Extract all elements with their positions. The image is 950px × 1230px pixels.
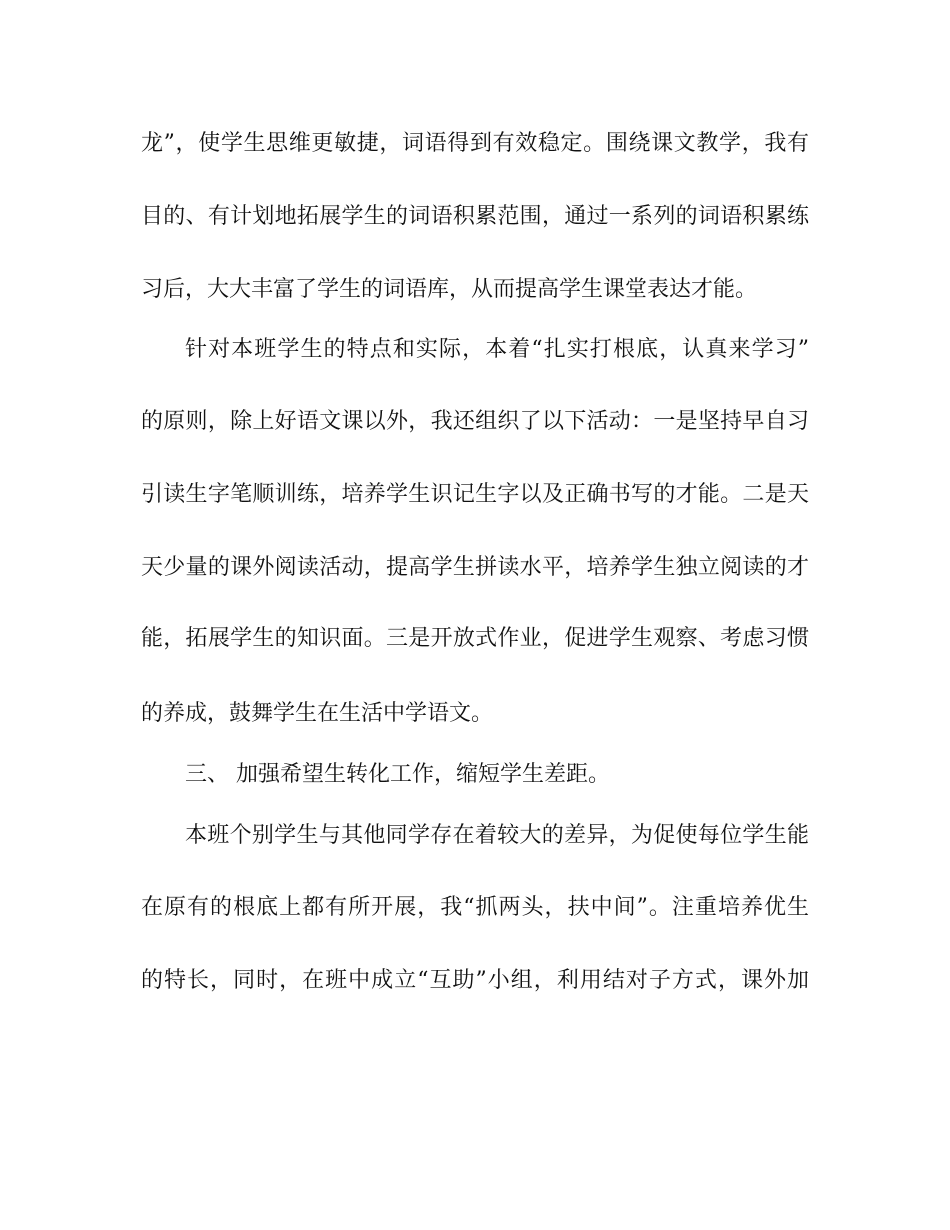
section-heading: 三、 加强希望生转化工作，缩短学生差距。 <box>185 762 610 787</box>
paragraph-line: 针对本班学生的特点和实际，本着“扎实打根底，认真来学习” <box>185 337 809 362</box>
paragraph-line: 的特长，同时，在班中成立“互助”小组，利用结对子方式，课外加 <box>141 968 809 993</box>
paragraph-line: 目的、有计划地拓展学生的词语积累范围，通过一系列的词语积累练 <box>141 204 809 229</box>
paragraph-line: 引读生字笔顺训练，培养学生识记生字以及正确书写的才能。二是天 <box>141 482 809 507</box>
paragraph-line: 天少量的课外阅读活动，提高学生拼读水平，培养学生独立阅读的才 <box>141 555 809 580</box>
paragraph-line: 能，拓展学生的知识面。三是开放式作业，促进学生观察、考虑习惯 <box>141 626 809 651</box>
paragraph-line: 龙”，使学生思维更敏捷，词语得到有效稳定。围绕课文教学，我有 <box>141 131 809 156</box>
paragraph-line: 的原则，除上好语文课以外，我还组织了以下活动：一是坚持早自习 <box>141 409 809 434</box>
paragraph-line: 习后，大大丰富了学生的词语库，从而提高学生课堂表达才能。 <box>141 277 758 302</box>
paragraph-line: 在原有的根底上都有所开展，我“抓两头，扶中间”。注重培养优生 <box>141 895 809 920</box>
paragraph-line: 本班个别学生与其他同学存在着较大的差异，为促使每位学生能 <box>185 823 809 848</box>
paragraph-line: 的养成，鼓舞学生在生活中学语文。 <box>141 701 494 726</box>
